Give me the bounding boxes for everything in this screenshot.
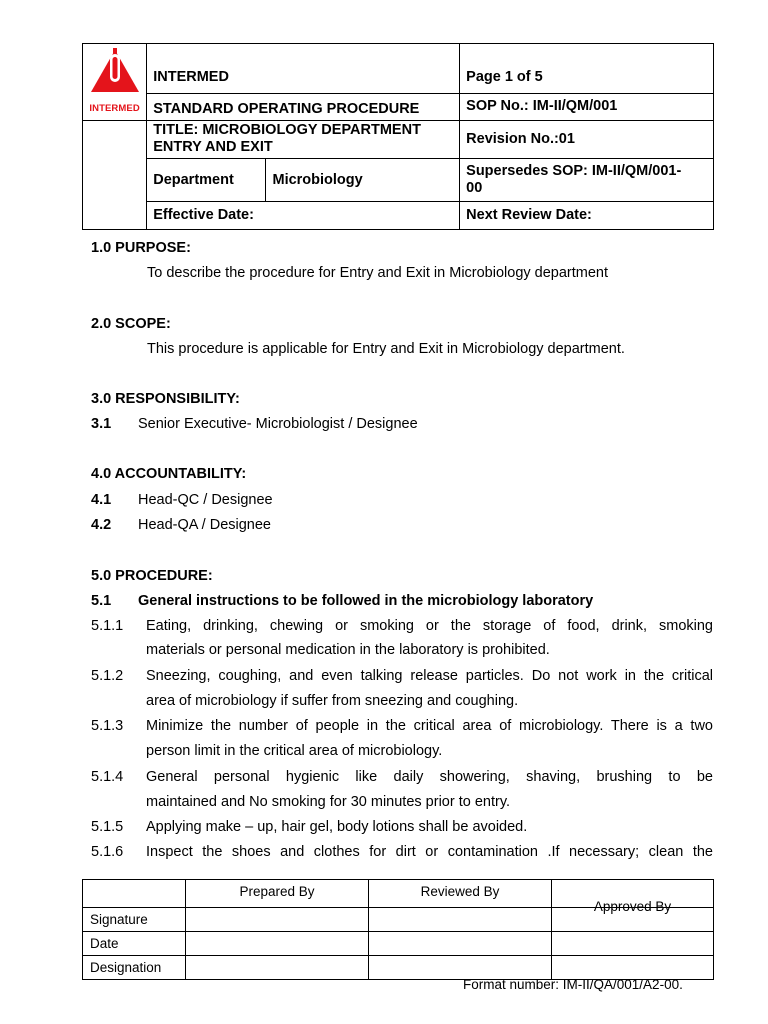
format-number: Format number: IM-II/QA/001/A2-00. [463, 977, 683, 992]
prepared-by-header: Prepared By [186, 880, 369, 908]
date-row-label: Date [83, 932, 186, 956]
prepared-designation-cell [186, 956, 369, 980]
procedure-item-line-1: General personal hygienic like daily showering, shaving, brushing to be [146, 769, 713, 785]
reviewed-signature-cell [369, 908, 552, 932]
procedure-item-line-1: Inspect the shoes and clothes for dirt or contamination .If necessary; clean the [146, 844, 713, 860]
procedure-item-number: 5.1.1 [91, 618, 124, 634]
procedure-item-number: 5.1.6 [91, 844, 124, 860]
procedure-item-line-2: area of microbiology if suffer from sneezing and coughing. [146, 693, 519, 709]
responsibility-heading: 3.0 RESPONSIBILITY: [91, 391, 240, 407]
approved-by-header [552, 880, 714, 914]
accountability-item-text: Head-QC / Designee [138, 492, 273, 508]
procedure-item-line-1: Applying make – up, hair gel, body lotions shall be avoided. [146, 819, 528, 835]
prepared-signature-cell [186, 908, 369, 932]
next-review-date: Next Review Date: [460, 202, 714, 230]
effective-date: Effective Date: [147, 202, 460, 230]
reviewed-designation-cell [369, 956, 552, 980]
procedure-item-number: 5.1.3 [91, 718, 124, 734]
document-type: STANDARD OPERATING PROCEDURE [147, 94, 460, 121]
document-title [147, 121, 460, 159]
procedure-item-number: 5.1.4 [91, 769, 124, 785]
approved-date-cell [552, 932, 714, 956]
signature-table-corner [83, 880, 186, 908]
procedure-item-line-2: maintained and No smoking for 30 minutes prior to entry. [146, 794, 511, 810]
supersedes-line-2: 00 [466, 180, 483, 196]
designation-row-label: Designation [83, 956, 186, 980]
logo-cell [83, 44, 147, 121]
procedure-item-number: 5.1.2 [91, 668, 124, 684]
procedure-subsection-number: 5.1 [91, 593, 112, 609]
approved-designation-cell [552, 956, 714, 980]
revision-number: Revision No.:01 [460, 121, 714, 159]
accountability-item-text: Head-QA / Designee [138, 517, 271, 533]
page-number: Page 1 of 5 [460, 44, 714, 94]
procedure-item-line-1: Sneezing, coughing, and even talking release particles. Do not work in the critical [146, 668, 713, 684]
purpose-text: To describe the procedure for Entry and Exit in Microbiology department [147, 265, 609, 281]
accountability-item-number: 4.1 [91, 492, 112, 508]
signature-row-label: Signature [83, 908, 186, 932]
approved-by-label: Approved By [593, 898, 672, 914]
supersedes-line-1: Supersedes SOP: IM-II/QM/001- [466, 163, 682, 179]
procedure-heading: 5.0 PROCEDURE: [91, 568, 213, 584]
responsibility-item-number: 3.1 [91, 416, 112, 432]
responsibility-item-text: Senior Executive- Microbiologist / Designee [138, 416, 418, 432]
procedure-item-line-2: materials or personal medication in the laboratory is prohibited. [146, 642, 550, 658]
reviewed-by-header: Reviewed By [369, 880, 552, 908]
header-table [82, 43, 714, 230]
sop-number: SOP No.: IM-II/QM/001 [460, 94, 714, 121]
logo-text: INTERMED [89, 102, 140, 114]
accountability-heading: 4.0 ACCOUNTABILITY: [91, 466, 247, 482]
procedure-item-line-1: Minimize the number of people in the critical area of microbiology. There is a two [146, 718, 713, 734]
department-value: Microbiology [266, 159, 460, 202]
procedure-item-line-1: Eating, drinking, chewing or smoking or the storage of food, drink, smoking [146, 618, 713, 634]
title-line-1: TITLE: MICROBIOLOGY DEPARTMENT [153, 122, 421, 138]
department-label: Department [147, 159, 266, 202]
supersedes-sop [460, 159, 714, 202]
signature-table [82, 879, 714, 980]
procedure-item-number: 5.1.5 [91, 819, 124, 835]
logo-spacer [83, 121, 147, 230]
procedure-subsection-heading: General instructions to be followed in the microbiology laboratory [138, 593, 594, 609]
purpose-heading: 1.0 PURPOSE: [91, 240, 191, 256]
accountability-item-number: 4.2 [91, 517, 112, 533]
scope-text: This procedure is applicable for Entry and Exit in Microbiology department. [147, 341, 625, 357]
prepared-date-cell [186, 932, 369, 956]
scope-heading: 2.0 SCOPE: [91, 316, 171, 332]
company-name: INTERMED [147, 44, 460, 94]
procedure-item-line-2: person limit in the critical area of microbiology. [146, 743, 443, 759]
reviewed-date-cell [369, 932, 552, 956]
intermed-logo-icon [87, 48, 143, 94]
title-line-2: ENTRY AND EXIT [153, 139, 273, 155]
